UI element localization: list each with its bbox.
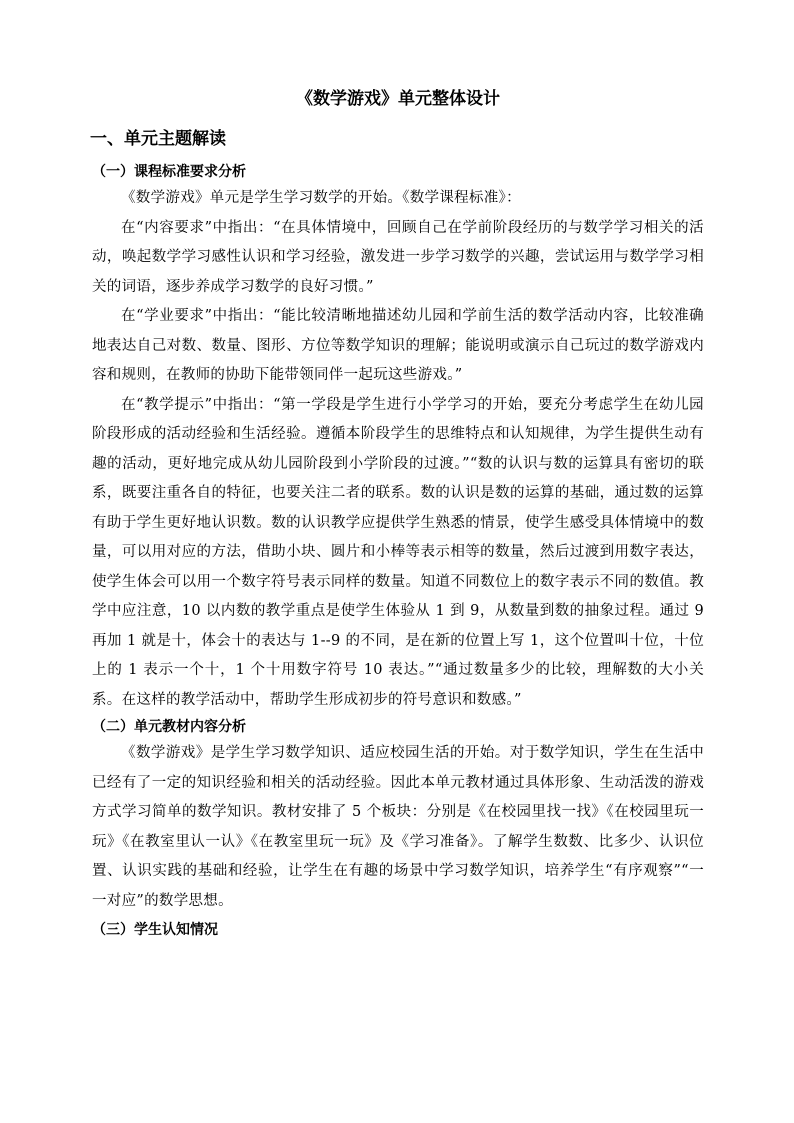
subsection-heading: （二）单元教材内容分析 — [92, 719, 246, 735]
document-title: 《数学游戏》单元整体设计 — [296, 89, 500, 109]
subsection-heading: （一）课程标准要求分析 — [92, 164, 246, 180]
paragraph: 《数学游戏》单元是学生学习数学的开始。《数学课程标准》： — [121, 190, 521, 206]
paragraph: 《数学游戏》是学生学习数学知识、适应校园生活的开始。对于数学知识，学生在生活中已经有了一定的知识经验和相关的活动经验。因此本单元教材通过具体形象、生动活泼的游戏方式学习简单的数学知识。教材安排了 5 个板块：分别是《在校园里找一找》《在校园里玩一玩》《在教室里认一认》《在教室里玩一玩》及《学习准备》。了解学生数数、比多少、认识位置、认识实践的基础和经验，让学生在有趣的场景中学习数学知识，培养学生“有序观察”“一一对应”的数学思想。 — [92, 745, 704, 909]
paragraph: 在“内容要求”中指出：“在具体情境中，回顾自己在学前阶段经历的与数学学习相关的活动，唤起数学学习感性认识和学习经验，激发进一步学习数学的兴趣，尝试运用与数学学习相关的词语，逐步养成学习数学的良好习惯。” — [92, 219, 704, 295]
paragraph: 在“学业要求”中指出：“能比较清晰地描述幼儿园和学前生活的数学活动内容，比较准确地表达自己对数、数量、图形、方位等数学知识的理解；能说明或演示自己玩过的数学游戏内容和规则，在教师的协助下能带领同伴一起玩这些游戏。” — [92, 308, 704, 383]
paragraph: 在“教学提示”中指出：“第一学段是学生进行小学学习的开始，要充分考虑学生在幼儿园阶段形成的活动经验和生活经验。遵循本阶段学生的思维特点和认知规律，为学生提供生动有趣的活动，更好地完成从幼儿园阶段到小学阶段的过渡。”“数的认识与数的运算具有密切的联系，既要注重各自的特征，也要关注二者的联系。数的认识是数的运算的基础，通过数的运算有助于学生更好地认识数。数的认识教学应提供学生熟悉的情景，使学生感受具体情境中的数量，可以用对应的方法，借助小块、圆片和小棒等表示相等的数量，然后过渡到用数字表达，使学生体会可以用一个数字符号表示同样的数量。知道不同数位上的数字表示不同的数值。教学中应注意，10 以内数的教学重点是使学生体验从 1 到 9，从数量到数的抽象过程。通过 9 再加 1 就是十，体会十的表达与 1--9 的不同，是在新的位置上写 1，这个位置叫十位，十位上的 1 表示一个十，1 个十用数字符号 10 表达。”“通过数量多少的比较，理解数的大小关系。在这样的教学活动中，帮助学生形成初步的符号意识和数感。” — [92, 396, 704, 708]
subsection-heading: （三）学生认知情况 — [92, 922, 218, 938]
section-heading: 一、单元主题解读 — [90, 129, 226, 149]
